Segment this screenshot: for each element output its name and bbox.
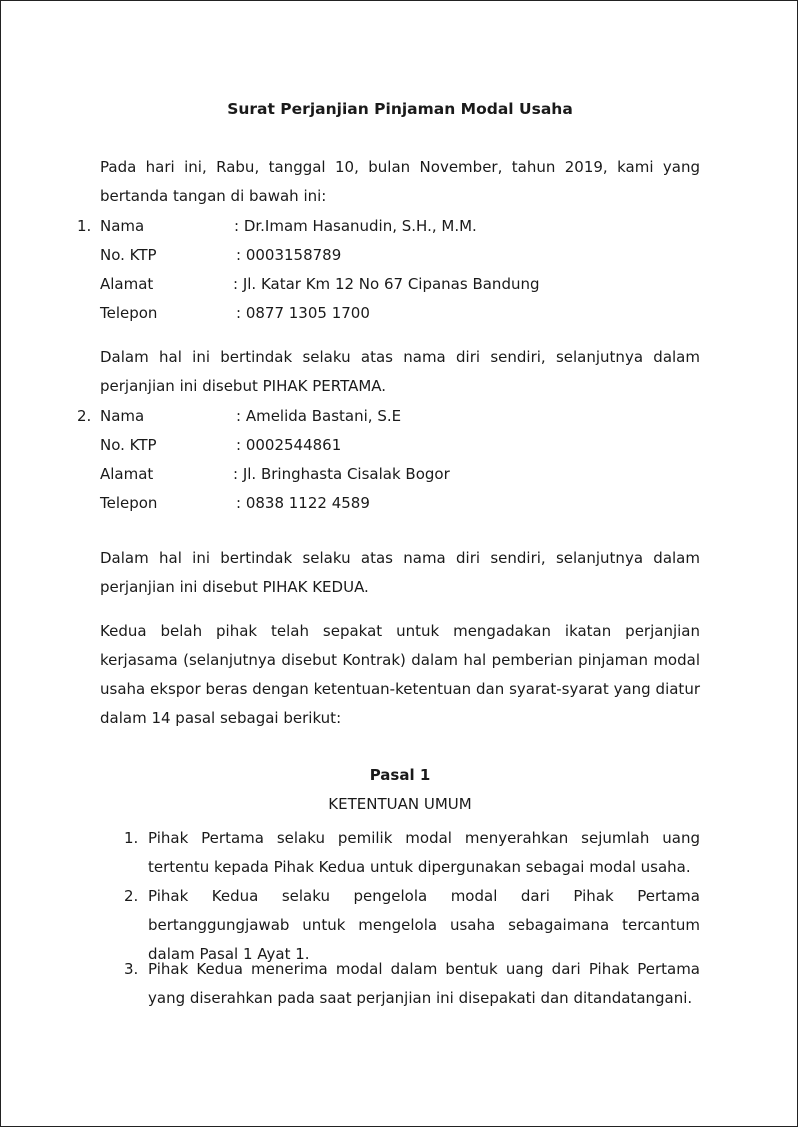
party-2-name-value: : Amelida Bastani, S.E [236, 407, 402, 425]
party-1-address-value: : Jl. Katar Km 12 No 67 Cipanas Bandung [233, 275, 540, 293]
article-item-2-number: 2. [124, 887, 139, 905]
party-1-statement: Dalam hal ini bertindak selaku atas nama diri sendiri, selanjutnya dalam perjanjian ini disebut PIHAK PERTAMA. [100, 348, 700, 395]
article-item-1-number: 1. [124, 829, 139, 847]
article-item-3-text: Pihak Kedua menerima modal dalam bentuk uang dari Pihak Pertama yang diserahkan pada saat perjanjian ini disepakati dan ditandatangani. [148, 960, 700, 1007]
article-item-2-text: Pihak Kedua selaku pengelola modal dari Pihak Pertama bertanggungjawab untuk mengelola usaha sebagaimana tercantum dalam Pasal 1 Ayat 1. [148, 887, 700, 963]
article-item-3-number: 3. [124, 960, 139, 978]
agreement-paragraph: Kedua belah pihak telah sepakat untuk mengadakan ikatan perjanjian kerjasama (selanjutnya disebut Kontrak) dalam hal pemberian pinjaman modal usaha ekspor beras dengan ketentuan-ketentuan dan syarat-syarat yang diatur dalam 14 pasal sebagai berikut: [100, 622, 700, 727]
party-2-address-value: : Jl. Bringhasta Cisalak Bogor [233, 465, 450, 483]
party-1-phone-label: Telepon [100, 304, 158, 322]
article-subheading: KETENTUAN UMUM [328, 795, 472, 813]
party-1-number: 1. [77, 217, 92, 235]
party-2-ktp-value: : 0002544861 [236, 436, 342, 454]
party-2-number: 2. [77, 407, 92, 425]
party-2-phone-label: Telepon [100, 494, 158, 512]
party-1-ktp-label: No. KTP [100, 246, 157, 264]
party-2-name-label: Nama [100, 407, 145, 425]
party-1-phone-value: : 0877 1305 1700 [236, 304, 370, 322]
party-1-name-label: Nama [100, 217, 145, 235]
party-1-address-label: Alamat [100, 275, 154, 293]
party-2-ktp-label: No. KTP [100, 436, 157, 454]
document-title: Surat Perjanjian Pinjaman Modal Usaha [227, 100, 573, 118]
article-item-1-text: Pihak Pertama selaku pemilik modal menyerahkan sejumlah uang tertentu kepada Pihak Kedua untuk dipergunakan sebagai modal usaha. [148, 829, 700, 876]
party-1-name-value: : Dr.Imam Hasanudin, S.H., M.M. [234, 217, 477, 235]
party-2-phone-value: : 0838 1122 4589 [236, 494, 370, 512]
intro-paragraph: Pada hari ini, Rabu, tanggal 10, bulan November, tahun 2019, kami yang bertanda tangan di bawah ini: [100, 158, 700, 205]
party-1-ktp-value: : 0003158789 [236, 246, 342, 264]
party-2-statement: Dalam hal ini bertindak selaku atas nama diri sendiri, selanjutnya dalam perjanjian ini disebut PIHAK KEDUA. [100, 549, 700, 596]
party-2-address-label: Alamat [100, 465, 154, 483]
article-heading: Pasal 1 [369, 766, 431, 784]
